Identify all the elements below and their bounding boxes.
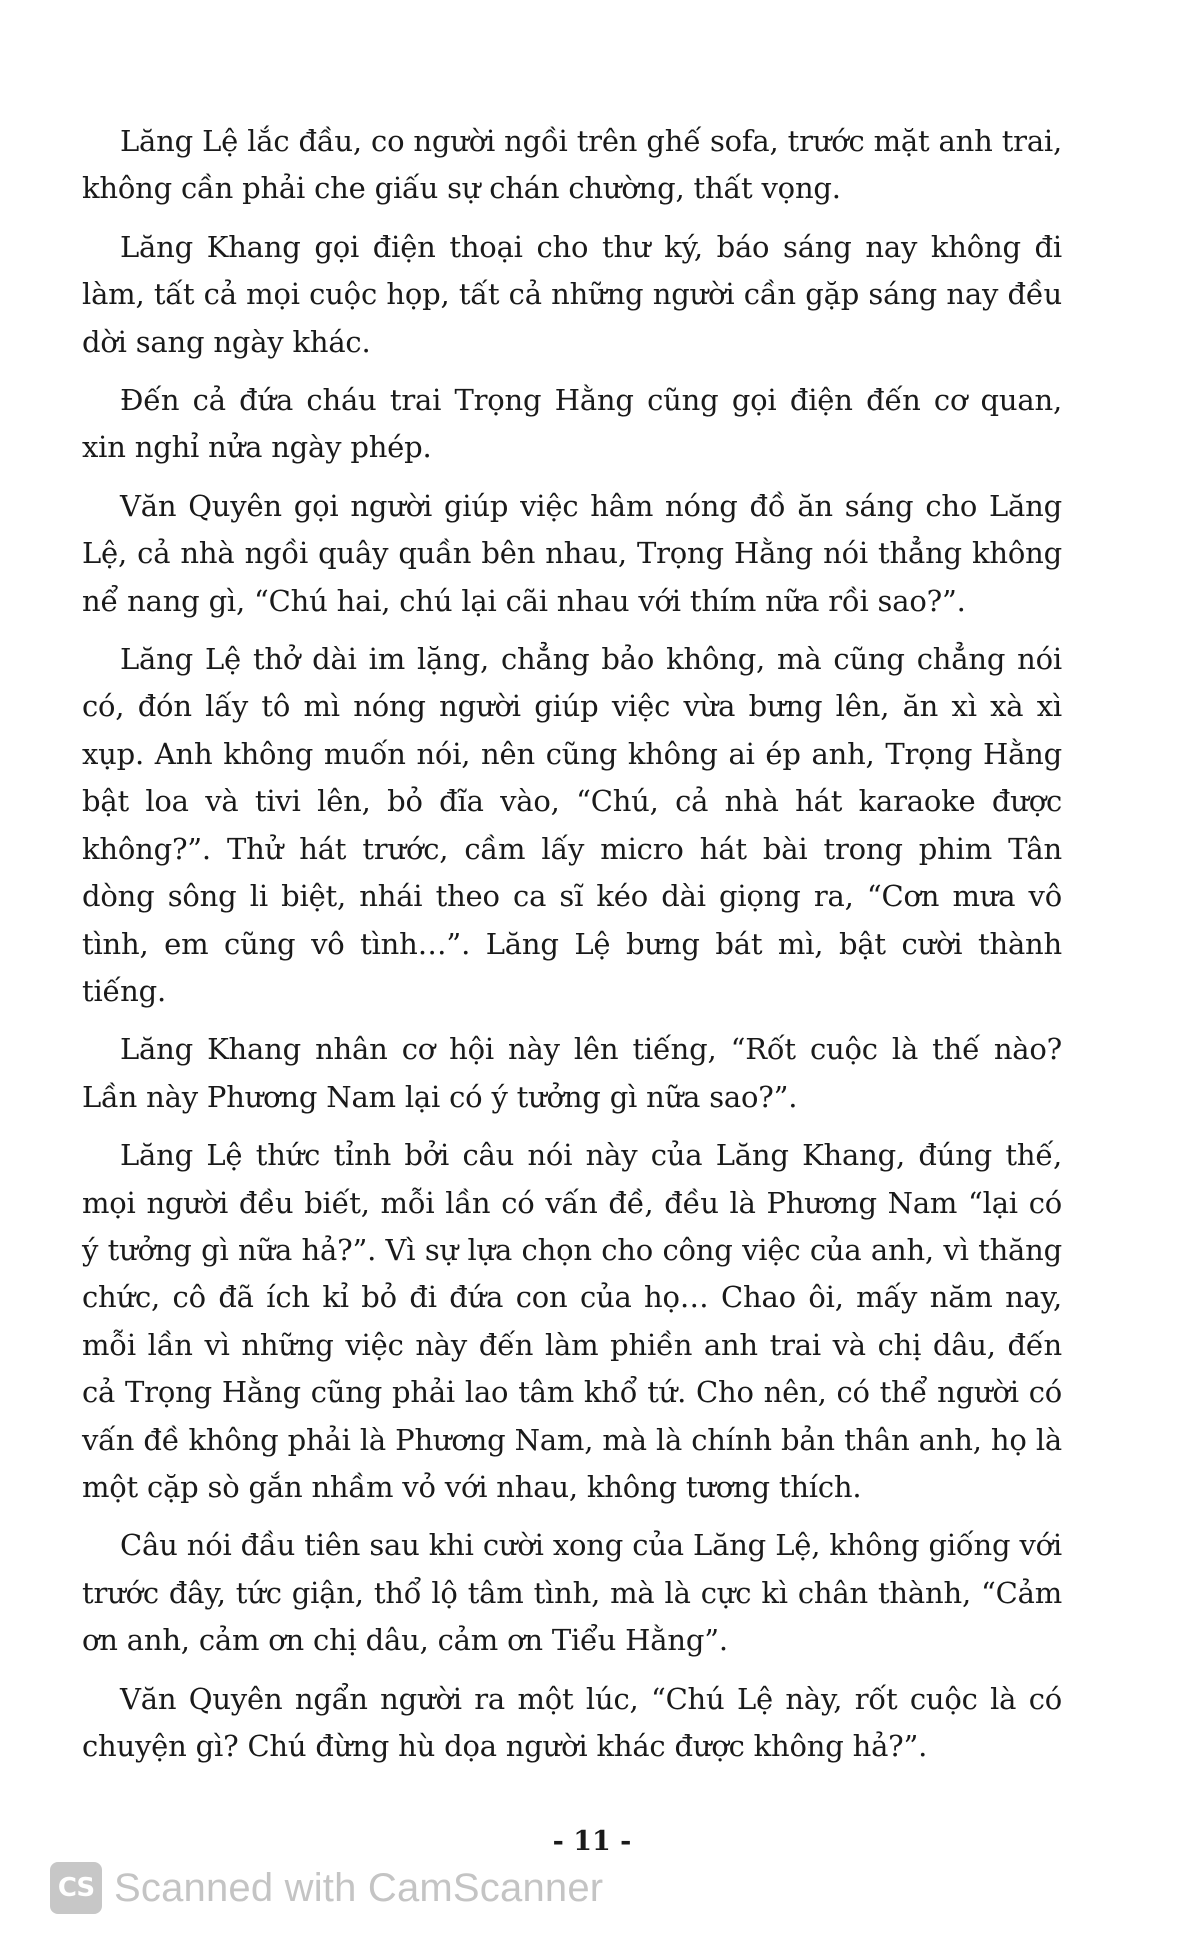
paragraph-1: Lăng Lệ lắc đầu, co người ngồi trên ghế sofa, trước mặt anh trai, không cần phải che giấu sự chán chường, thất vọng. (82, 124, 1062, 206)
watermark-text: Scanned with CamScanner (114, 1865, 604, 1910)
paragraph-8: Câu nói đầu tiên sau khi cười xong của Lăng Lệ, không giống với trước đây, tức giận, thổ lộ tâm tình, mà là cực kì chân thành, “Cảm ơn anh, cảm ơn chị dâu, cảm ơn Tiểu Hằng”. (82, 1528, 1062, 1658)
paragraph-9: Văn Quyên ngẩn người ra một lúc, “Chú Lệ này, rốt cuộc là có chuyện gì? Chú đừng hù dọa người khác được không hả?”. (82, 1681, 1062, 1763)
paragraph-7: Lăng Lệ thức tỉnh bởi câu nói này của Lăng Khang, đúng thế, mọi người đều biết, mỗi lần có vấn đề, đều là Phương Nam “lại có ý tưởng gì nữa hả?”. Vì sự lựa chọn cho công việc của anh, vì thăng chức, cô đã ích kỉ bỏ đi đứa con của họ… Chao ôi, mấy năm nay, mỗi lần vì những việc này đến làm phiền anh trai và chị dâu, đến cả Trọng Hằng cũng phải lao tâm khổ tứ. Cho nên, có thể người có vấn đề không phải là Phương Nam, mà là chính bản thân anh, họ là một cặp sò gắn nhầm vỏ với nhau, không tương thích. (82, 1138, 1062, 1504)
camscanner-watermark (50, 1862, 603, 1914)
page-number: - 11 - (552, 1826, 632, 1857)
paragraph-4: Văn Quyên gọi người giúp việc hâm nóng đồ ăn sáng cho Lăng Lệ, cả nhà ngồi quây quần bên nhau, Trọng Hằng nói thẳng không nể nang gì, “Chú hai, chú lại cãi nhau với thím nữa rồi sao?”. (82, 488, 1062, 618)
paragraph-5: Lăng Lệ thở dài im lặng, chẳng bảo không, mà cũng chẳng nói có, đón lấy tô mì nóng người giúp việc vừa bưng lên, ăn xì xà xì xụp. Anh không muốn nói, nên cũng không ai ép anh, Trọng Hằng bật loa và tivi lên, bỏ đĩa vào, “Chú, cả nhà hát karaoke được không?”. Thử hát trước, cầm lấy micro hát bài trong phim Tân dòng sông li biệt, nhái theo ca sĩ kéo dài giọng ra, “Cơn mưa vô tình, em cũng vô tình…”. Lăng Lệ bưng bát mì, bật cười thành tiếng. (82, 642, 1062, 1008)
paragraph-3: Đến cả đứa cháu trai Trọng Hằng cũng gọi điện đến cơ quan, xin nghỉ nửa ngày phép. (82, 383, 1062, 465)
camscanner-logo-icon: CS (50, 1862, 102, 1914)
body-text (82, 118, 1062, 1781)
paragraph-6: Lăng Khang nhân cơ hội này lên tiếng, “Rốt cuộc là thế nào? Lần này Phương Nam lại có ý tưởng gì nữa sao?”. (82, 1032, 1062, 1114)
paragraph-2: Lăng Khang gọi điện thoại cho thư ký, báo sáng nay không đi làm, tất cả mọi cuộc họp, tất cả những người cần gặp sáng nay đều dời sang ngày khác. (82, 229, 1062, 359)
